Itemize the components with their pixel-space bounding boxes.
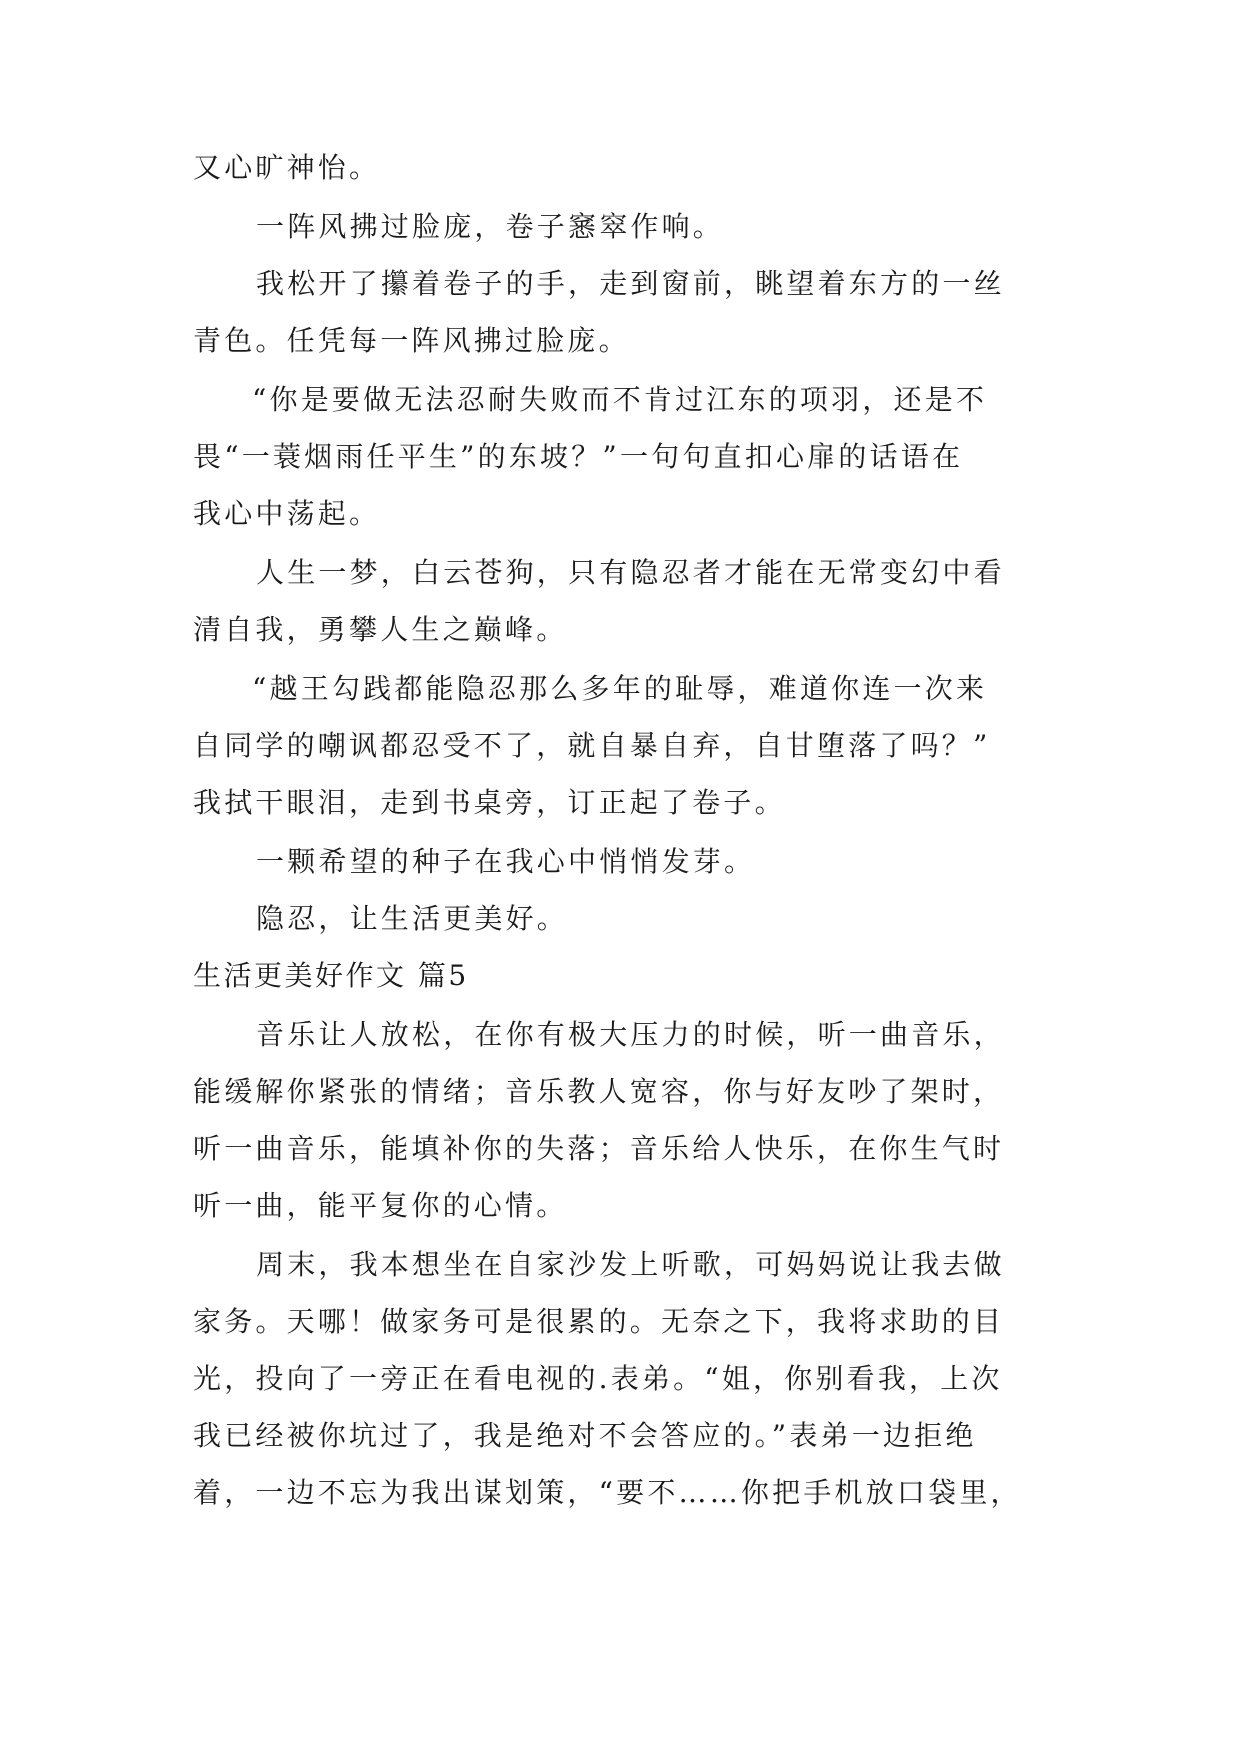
text-line: 能缓解你紧张的情绪；音乐教人宽容，你与好友吵了架时， bbox=[193, 1075, 1005, 1108]
text-line: 听一曲，能平复你的心情。 bbox=[193, 1189, 568, 1222]
text-line: 清自我，勇攀人生之巅峰。 bbox=[193, 613, 568, 646]
text-line: “你是要做无法忍耐失败而不肯过江东的项羽，还是不 bbox=[252, 383, 988, 416]
text-line: 青色。任凭每一阵风拂过脸庞。 bbox=[193, 324, 630, 357]
text-line: 自同学的嘲讽都忍受不了，就自暴自弃，自甘堕落了吗？” bbox=[193, 729, 991, 762]
section-heading: 生活更美好作文 篇5 bbox=[193, 959, 469, 992]
text-line: 人生一梦，白云苍狗，只有隐忍者才能在无常变幻中看 bbox=[256, 556, 1005, 589]
text-line: 周末，我本想坐在自家沙发上听歌，可妈妈说让我去做 bbox=[256, 1248, 1005, 1281]
text-line: 隐忍，让生活更美好。 bbox=[256, 902, 569, 935]
text-line: 着，一边不忘为我出谋划策，“要不……你把手机放口袋里， bbox=[193, 1476, 1022, 1509]
text-line: 一颗希望的种子在我心中悄悄发芽。 bbox=[256, 845, 756, 878]
text-line: 畏“一蓑烟雨任平生”的东坡？”一句句直扣心扉的话语在 bbox=[193, 440, 964, 473]
text-line: “越王勾践都能隐忍那么多年的耻辱，难道你连一次来 bbox=[252, 672, 988, 705]
text-line: 我松开了攥着卷子的手，走到窗前，眺望着东方的一丝 bbox=[256, 267, 1005, 300]
text-line: 家务。天哪！做家务可是很累的。无奈之下，我将求助的目 bbox=[193, 1305, 1005, 1338]
text-line: 一阵风拂过脸庞，卷子窸窣作响。 bbox=[256, 210, 725, 243]
text-line: 光，投向了一旁正在看电视的.表弟。“姐，你别看我，上次 bbox=[193, 1362, 1003, 1395]
text-line: 我拭干眼泪，走到书桌旁，订正起了卷子。 bbox=[193, 786, 786, 819]
text-line: 我已经被你坑过了，我是绝对不会答应的。”表弟一边拒绝 bbox=[193, 1419, 977, 1452]
text-line: 音乐让人放松，在你有极大压力的时候，听一曲音乐， bbox=[256, 1018, 1005, 1051]
text-line: 又心旷神怡。 bbox=[193, 151, 381, 184]
text-line: 听一曲音乐，能填补你的失落；音乐给人快乐，在你生气时 bbox=[193, 1132, 1005, 1165]
text-line: 我心中荡起。 bbox=[193, 497, 381, 530]
